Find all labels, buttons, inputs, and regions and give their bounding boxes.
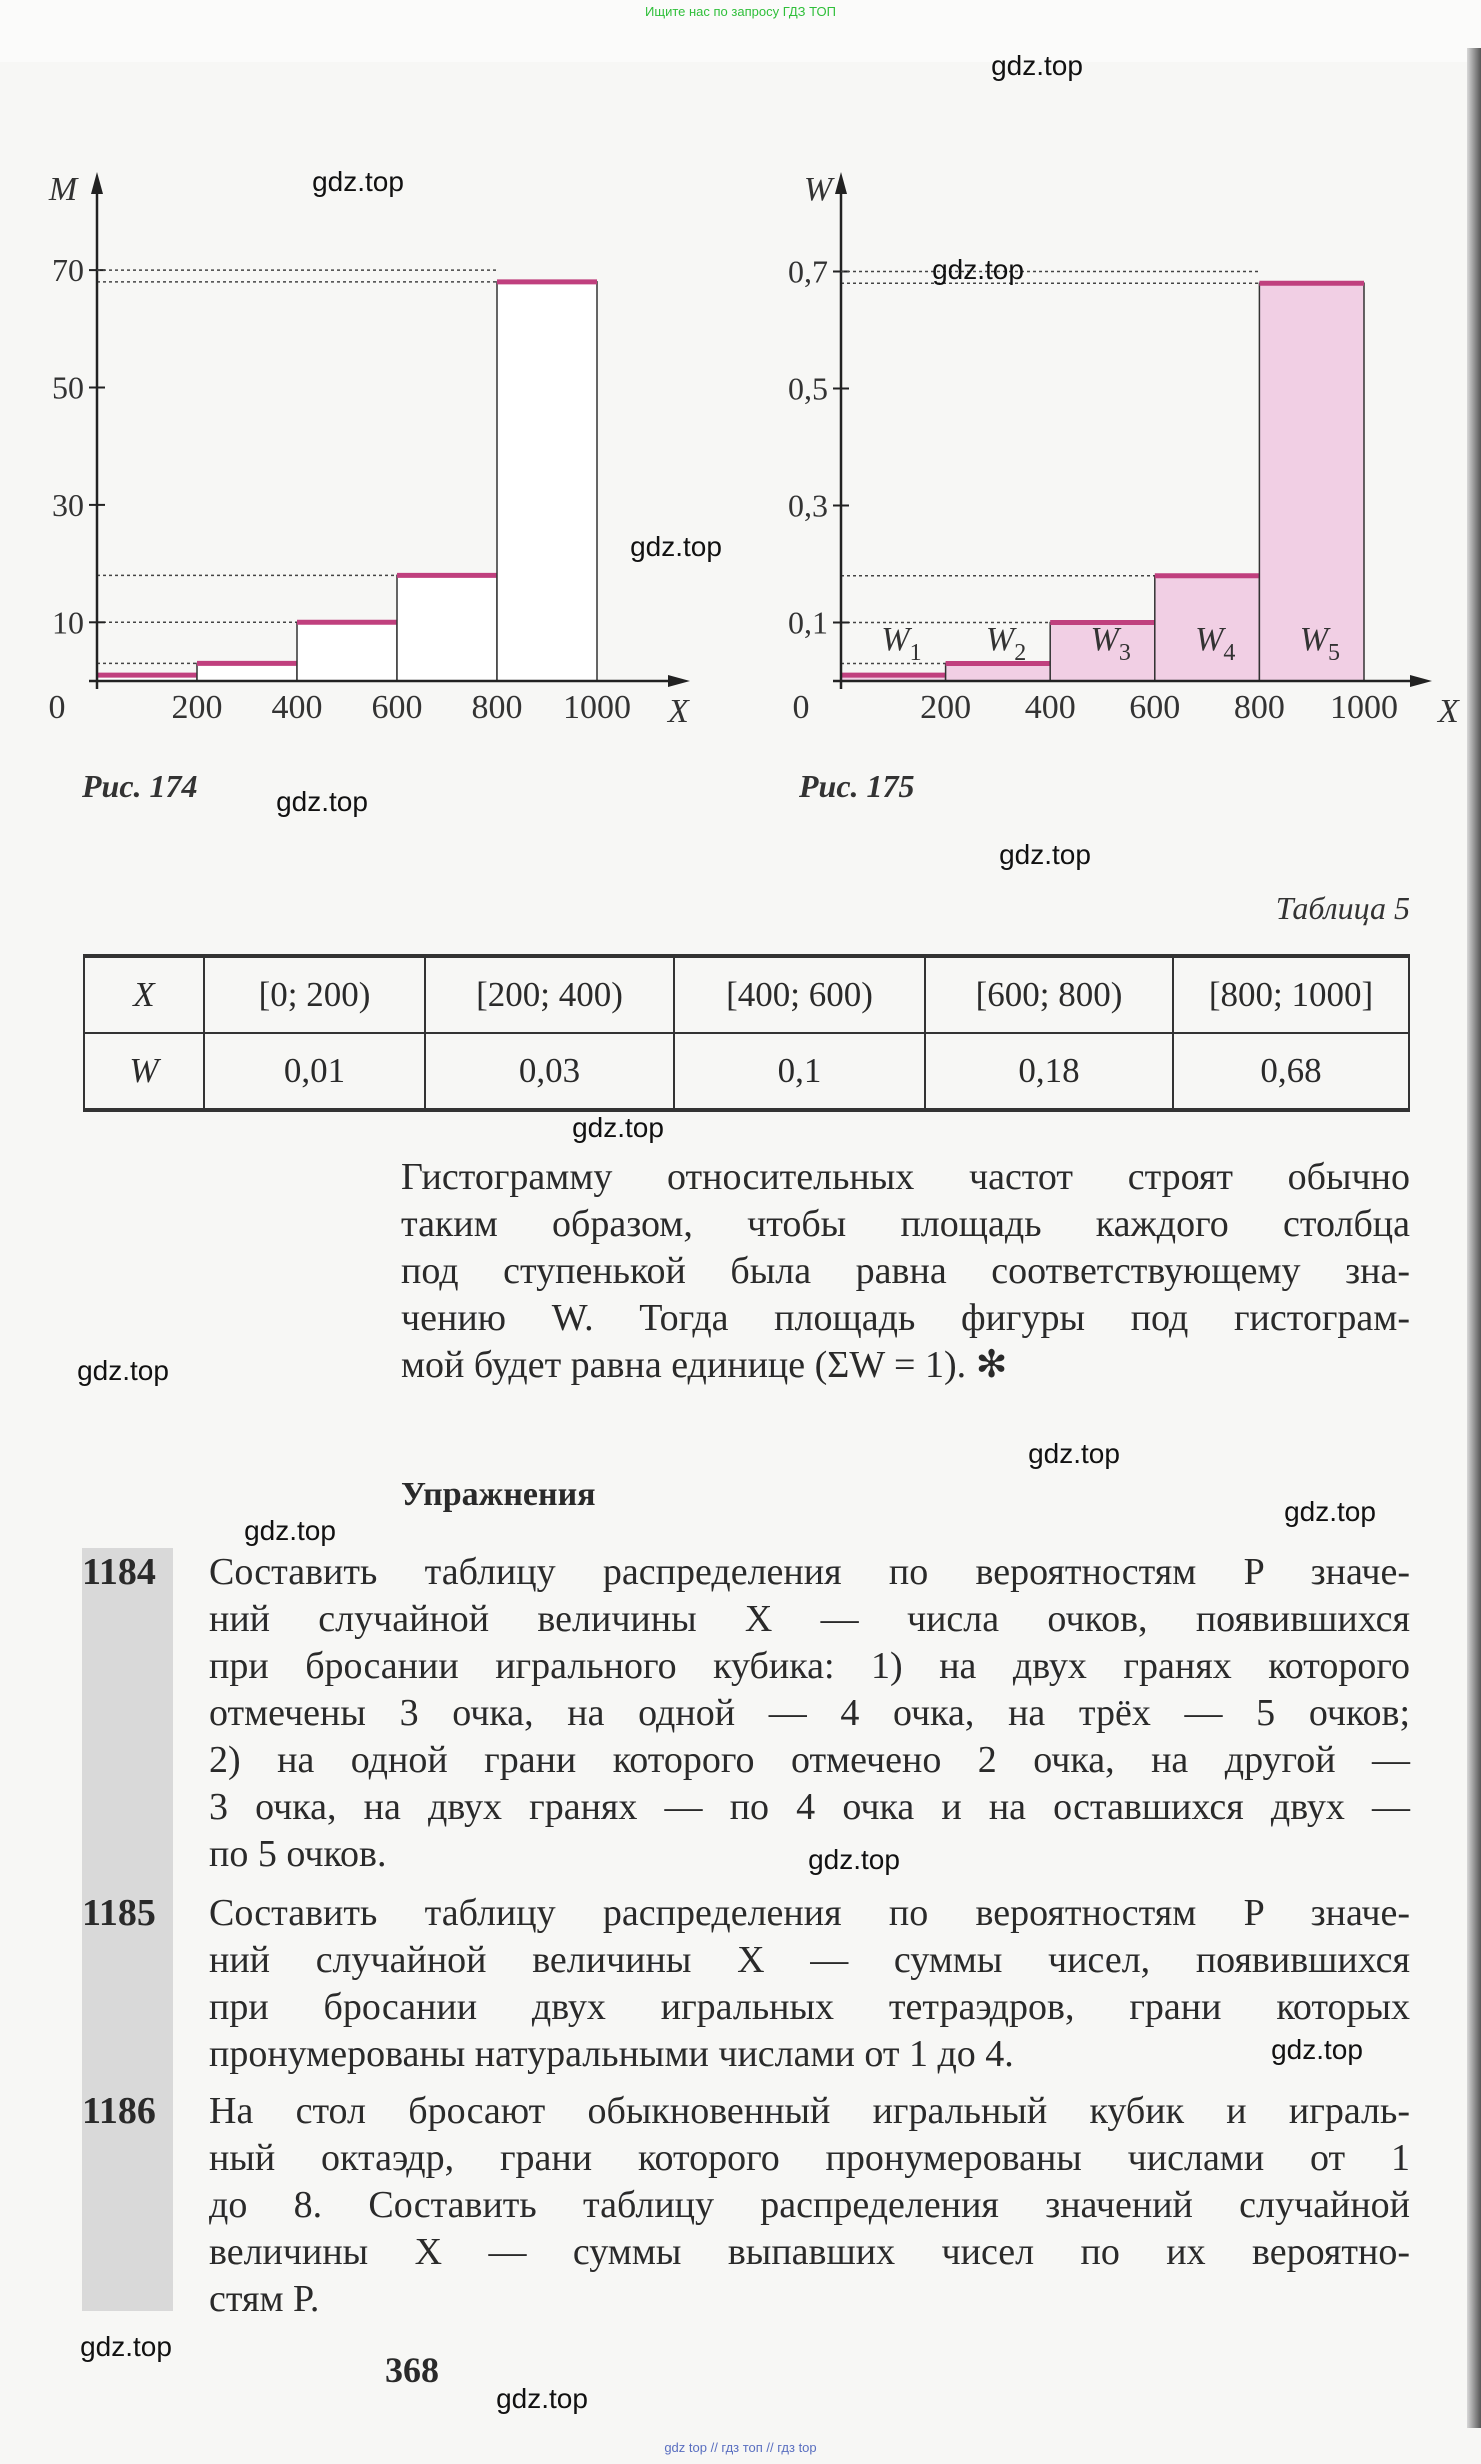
- watermark: gdz.top: [999, 839, 1091, 870]
- exercises-heading: Упражнения: [401, 1476, 596, 1513]
- exercise-line: Составить таблицу распределения по вероятностям P значе-: [209, 1892, 1410, 1934]
- watermark: gdz.top: [312, 166, 404, 197]
- x-tick-label: 600: [1129, 689, 1181, 726]
- x-tick-label: 0: [792, 689, 810, 726]
- table-row: [84, 1033, 1409, 1110]
- figure-175-caption: Рис. 175: [799, 768, 915, 804]
- bar-label: $W_4$: [1195, 621, 1236, 666]
- exercise-line: 3 очка, на двух гранях — по 4 очка и на оставшихся двух —: [209, 1786, 1410, 1828]
- y-tick-label: 0,3: [788, 487, 828, 524]
- y-axis-label: M: [48, 171, 78, 208]
- y-tick-label: 30: [52, 486, 84, 523]
- table-cell: 0,1: [674, 1033, 925, 1110]
- y-axis-arrow-icon: [91, 172, 103, 194]
- x-axis-label: X: [668, 693, 689, 730]
- paragraph-line: таким образом, чтобы площадь каждого столбца: [401, 1203, 1410, 1245]
- exercise-number: 1186: [82, 2090, 156, 2132]
- exercise-number: 1185: [82, 1892, 156, 1934]
- paragraph-line: Гистограмму относительных частот строят обычно: [401, 1156, 1410, 1198]
- y-tick-label: 10: [52, 604, 84, 641]
- table-cell: [400; 600): [674, 956, 925, 1033]
- exercise-line: при бросании игрального кубика: 1) на двух гранях которого: [209, 1645, 1410, 1687]
- paragraph-line: чению W. Тогда площадь фигуры под гистограм-: [401, 1297, 1410, 1339]
- table-cell: 0,18: [925, 1033, 1173, 1110]
- exercise-text: [209, 1890, 1410, 2078]
- watermark: gdz.top: [1271, 2034, 1363, 2065]
- exercise-text: [209, 1549, 1410, 1878]
- y-tick-label: 0,5: [788, 370, 828, 407]
- table-header-row: [84, 956, 1409, 1033]
- histogram-bar: [397, 575, 497, 681]
- bar-label: $W_2$: [985, 621, 1027, 666]
- watermark: gdz.top: [1028, 1438, 1120, 1469]
- exercise-number: 1184: [82, 1551, 156, 1593]
- x-axis-label: X: [1438, 693, 1459, 730]
- y-axis-arrow-icon: [835, 172, 847, 194]
- exercise-line: по 5 очков.: [209, 1833, 387, 1875]
- x-tick-label: 600: [371, 689, 423, 726]
- histogram-2: [788, 171, 1460, 730]
- histogram-bar: [197, 663, 297, 681]
- table-5: [83, 954, 1410, 1112]
- exercise-line: стям P.: [209, 2278, 320, 2320]
- figure-174-caption: Рис. 174: [82, 768, 198, 804]
- watermark: gdz.top: [572, 1112, 664, 1143]
- exercise-line: при бросании двух игральных тетраэдров, грани которых: [209, 1986, 1410, 2028]
- x-tick-label: 400: [1024, 689, 1076, 726]
- y-tick-label: 70: [52, 252, 84, 289]
- table-cell: [600; 800): [925, 956, 1173, 1033]
- histogram-bar: [297, 622, 397, 681]
- watermark: gdz.top: [77, 1355, 169, 1386]
- exercise-line: 2) на одной грани которого отмечено 2 очка, на другой —: [209, 1739, 1410, 1781]
- bar-label: $W_1$: [881, 621, 922, 666]
- x-tick-label: 800: [471, 689, 523, 726]
- table-cell: 0,01: [204, 1033, 425, 1110]
- y-tick-label: 50: [52, 369, 84, 406]
- page-number: 368: [385, 2350, 439, 2390]
- table-cell: [200; 400): [425, 956, 674, 1033]
- body-paragraph: [401, 1154, 1410, 1389]
- bar-label: $W_3$: [1090, 621, 1131, 666]
- x-tick-label: 0: [48, 689, 66, 726]
- x-tick-label: 1000: [563, 689, 631, 726]
- watermark: gdz.top: [244, 1515, 336, 1546]
- x-tick-label: 200: [171, 689, 223, 726]
- histogram-1: [48, 171, 690, 730]
- bar-label: $W_5$: [1299, 621, 1341, 666]
- paragraph-line: под ступенькой была равна соответствующему зна-: [401, 1250, 1410, 1292]
- histogram-figures: [0, 0, 1481, 820]
- watermark: gdz.top: [276, 786, 368, 817]
- exercise-line: ний случайной величины X — суммы чисел, появившихся: [209, 1939, 1410, 1981]
- exercise-line: На стол бросают обыкновенный игральный кубик и играль-: [209, 2090, 1410, 2132]
- x-tick-label: 200: [920, 689, 972, 726]
- site-banner[interactable]: Ищите нас по запросу ГДЗ ТОП: [645, 4, 836, 19]
- exercise-line: ний случайной величины X — числа очков, появившихся: [209, 1598, 1410, 1640]
- y-tick-label: 0,7: [788, 253, 828, 290]
- table-cell: [0; 200): [204, 956, 425, 1033]
- exercise-line: Составить таблицу распределения по вероятностям P значе-: [209, 1551, 1410, 1593]
- exercise-line: величины X — суммы выпавших чисел по их вероятно-: [209, 2231, 1410, 2273]
- table-5-title: Таблица 5: [1275, 890, 1410, 926]
- x-axis-arrow-icon: [668, 675, 690, 687]
- table-cell: 0,68: [1173, 1033, 1409, 1110]
- y-axis-label: W: [803, 171, 833, 208]
- watermark: gdz.top: [496, 2383, 588, 2414]
- histogram-bar: [497, 282, 597, 681]
- watermark: gdz.top: [80, 2331, 172, 2362]
- x-tick-label: 800: [1233, 689, 1285, 726]
- watermark: gdz.top: [932, 254, 1024, 285]
- table-cell: X: [84, 956, 204, 1033]
- exercise-line: до 8. Составить таблицу распределения значений случайной: [209, 2184, 1410, 2226]
- table-cell: W: [84, 1033, 204, 1110]
- exercise-line: отмечены 3 очка, на одной — 4 очка, на трёх — 5 очков;: [209, 1692, 1410, 1734]
- paragraph-line: мой будет равна единице (ΣW = 1). ✻: [401, 1344, 1008, 1386]
- watermark: gdz.top: [630, 531, 722, 562]
- x-tick-label: 1000: [1330, 689, 1398, 726]
- histogram-bar: [946, 663, 1051, 681]
- watermark: gdz.top: [808, 1844, 900, 1875]
- exercise-line: ный октаэдр, грани которого пронумерованы числами от 1: [209, 2137, 1410, 2179]
- watermark: gdz.top: [991, 50, 1083, 81]
- watermark: gdz.top: [1284, 1496, 1376, 1527]
- table-cell: 0,03: [425, 1033, 674, 1110]
- exercise-text: [209, 2088, 1410, 2323]
- y-tick-label: 0,1: [788, 604, 828, 641]
- site-footer[interactable]: gdz top // гдз топ // гдз top: [664, 2440, 817, 2455]
- x-tick-label: 400: [271, 689, 323, 726]
- table-cell: [800; 1000]: [1173, 956, 1409, 1033]
- exercise-line: пронумерованы натуральными числами от 1 до 4.: [209, 2033, 1014, 2075]
- x-axis-arrow-icon: [1410, 675, 1432, 687]
